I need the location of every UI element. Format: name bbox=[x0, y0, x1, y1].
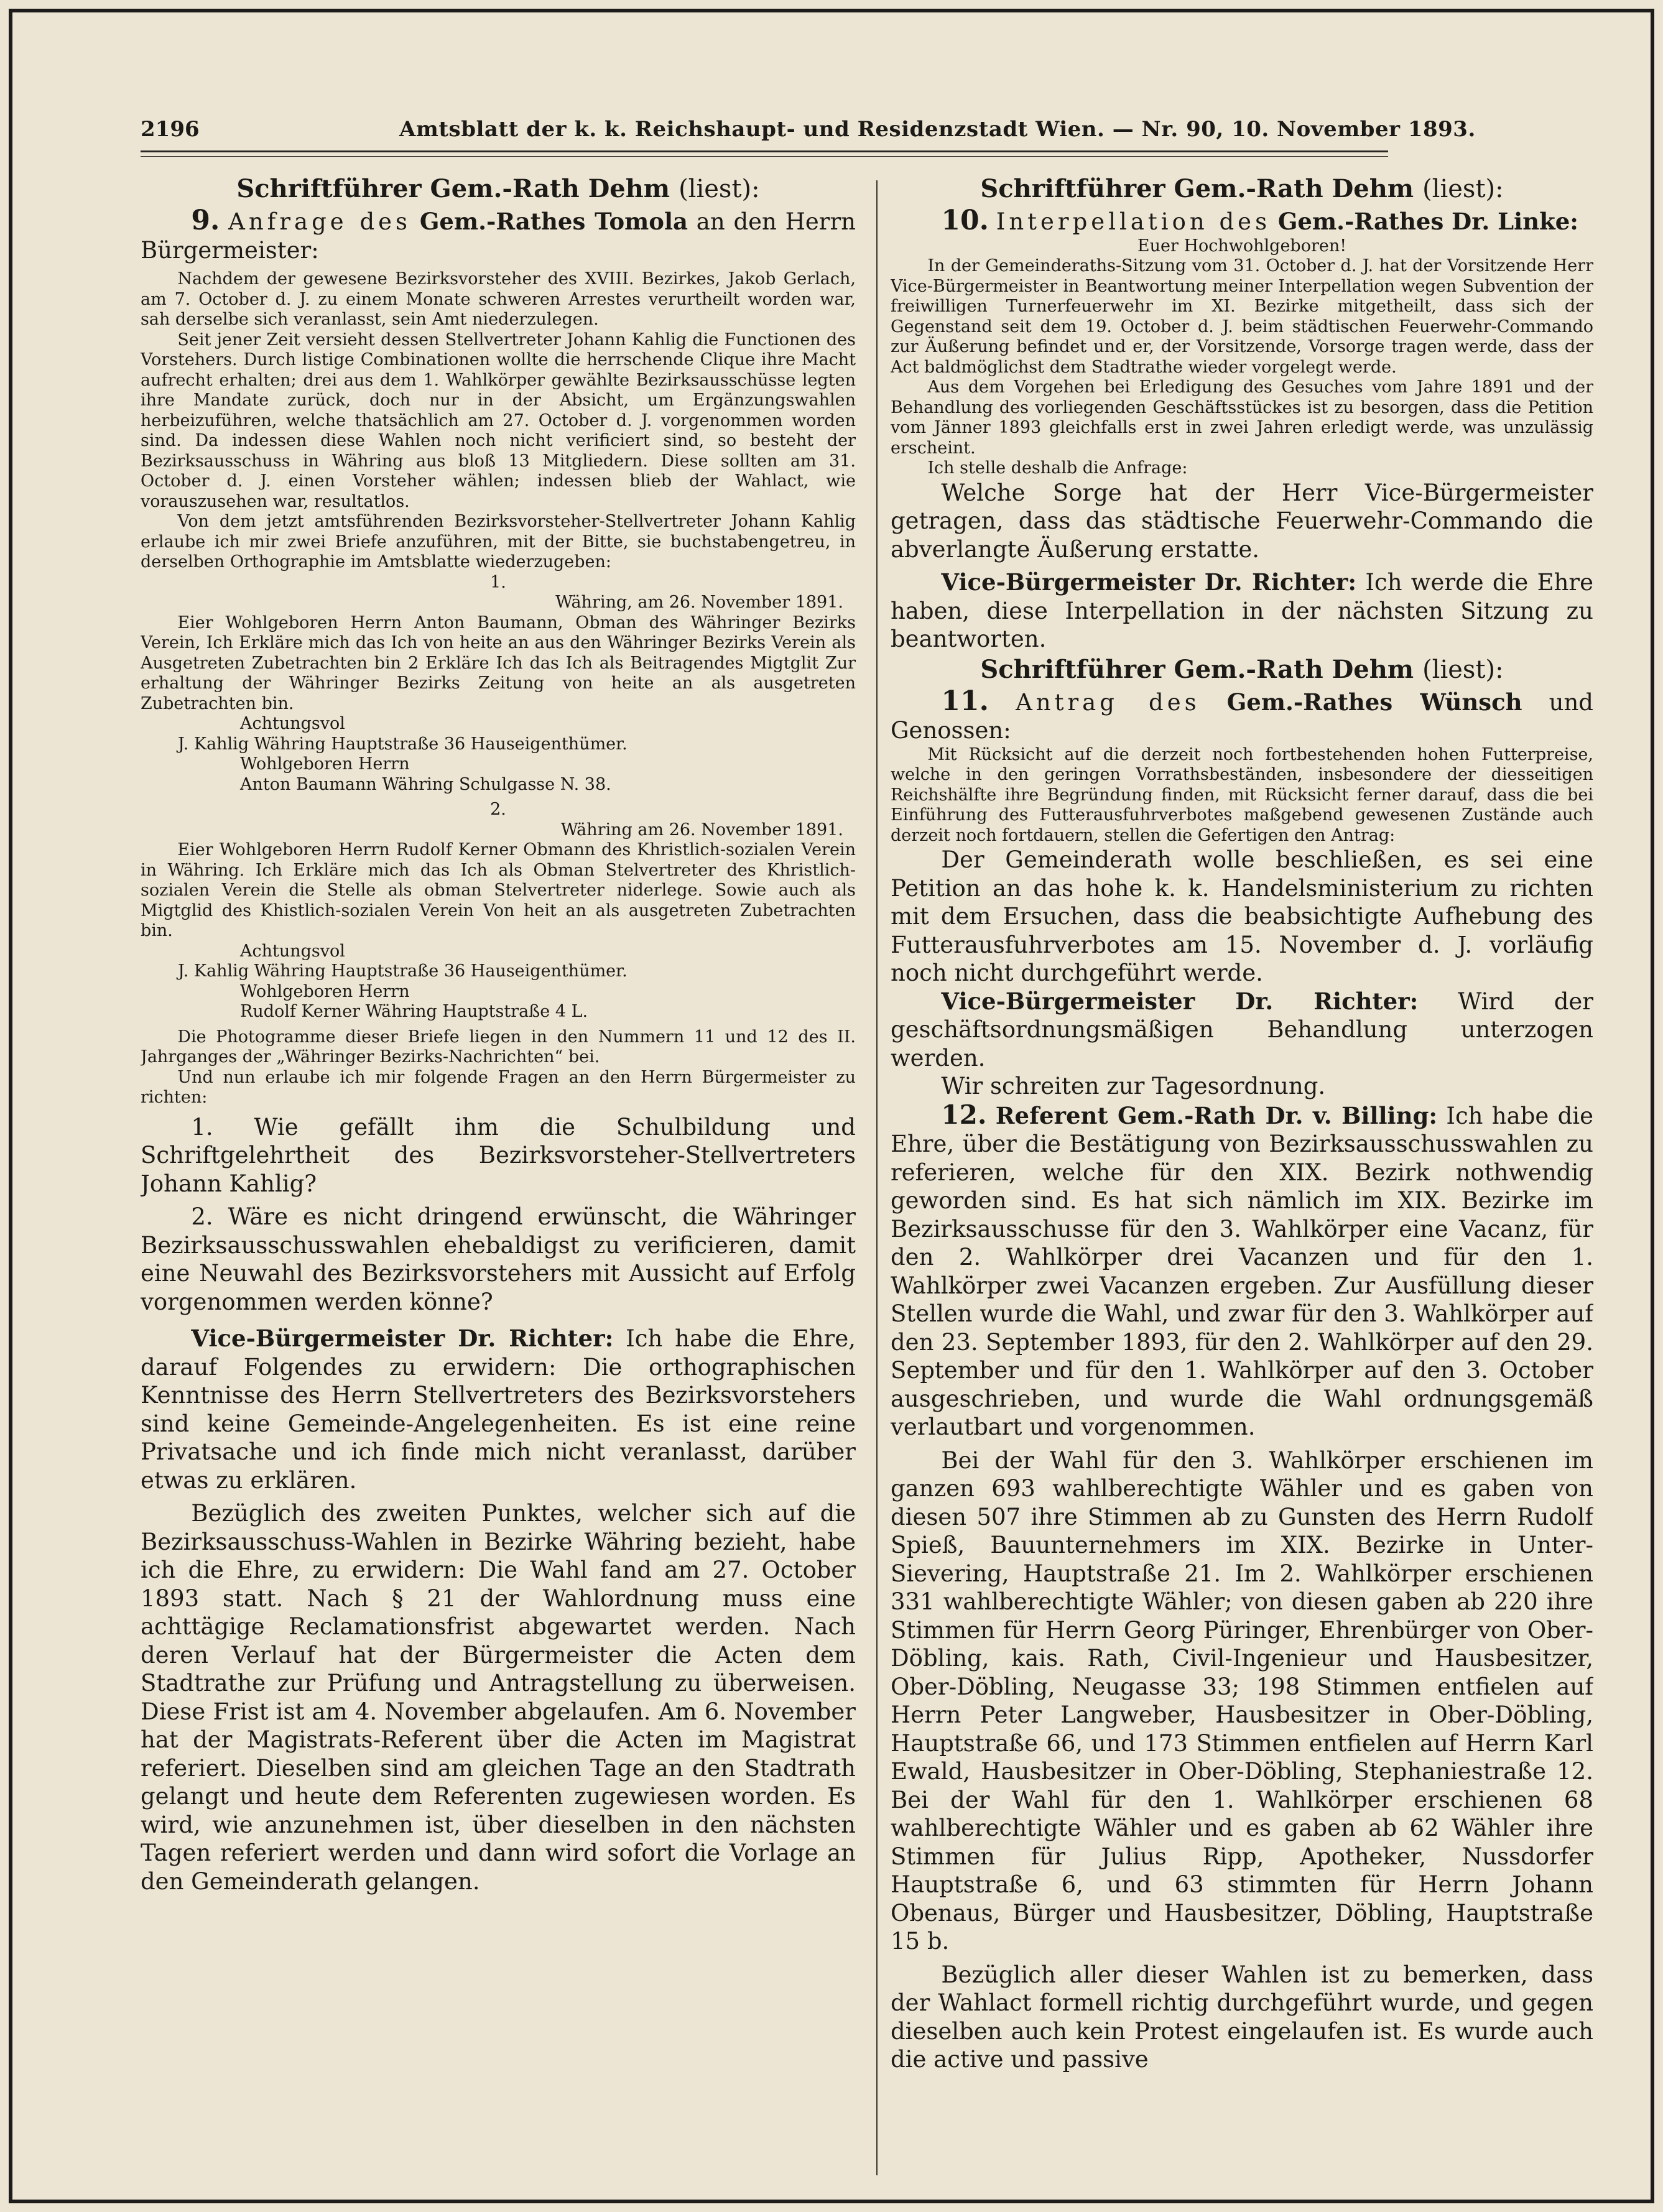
speaker-heading bbox=[891, 654, 1593, 686]
paragraph: Seit jener Zeit versieht dessen Stellvertreter Johann Kahlig die Functionen des Vorstehers. Durch listige Combinationen wollte die herrschende Clique ihre Macht aufrecht erhalten; drei aus dem 1. Wahlkörper gewählte Bezirksausschüsse legten ihre Mandate zurück, doch nur in der Absicht, um Ergänzungswahlen herbeizuführen, welche thatsächlich am 27. October d. J. vorgenommen worden sind. Da indessen diese Wahlen noch nicht verificiert sind, so besteht der Bezirksausschuss in Währing aus bloß 13 Mitgliedern. Diese sollten am 31. October d. J. einen Vorsteher wählen; indessen blieb der Wahlact, wie vorauszusehen war, resultatlos. bbox=[141, 330, 856, 511]
letter-closing: Achtungsvol bbox=[240, 714, 345, 733]
speaker-heading bbox=[891, 173, 1593, 205]
speaker-suffix: (liest): bbox=[679, 175, 760, 203]
answer-paragraph: Bezüglich des zweiten Punktes, welcher sich auf die Bezirksausschuss-Wahlen in Bezirke Währing bezieht, habe ich die Ehre, zu erwidern: Die Wahl fand am 27. October 1893 statt. Nach § 21 der Wahlordnung muss eine achttägige Reclamationsfrist abgewartet werden. Nach deren Verlauf hat der Bürgermeister die Acten dem Stadtrathe zur Prüfung und Antragstellung zu überweisen. Diese Frist ist am 4. November abgelaufen. Am 6. November hat der Magistrats-Referent über die Acten im Magistrat referiert. Dieselben sind am gleichen Tage an den Stadtrath gelangt und heute dem Referenten zugewiesen worden. Es wird, wie anzunehmen ist, über dieselben in den nächsten Tagen referiert werden und dann wird sofort die Vorlage an den Gemeinderath gelangen. bbox=[141, 1500, 856, 1895]
interpellation-question: Welche Sorge hat der Herr Vice-Bürgermeister getragen, dass das städtische Feuerwehr-Commando die abverlangte Äußerung erstatte. bbox=[891, 479, 1593, 563]
running-title: Amtsblatt der k. k. Reichshaupt- und Residenzstadt Wien. — Nr. 90, 10. November 1893. bbox=[399, 117, 1476, 142]
item-11-heading bbox=[891, 687, 1593, 745]
item-person: Referent Gem.-Rath Dr. v. Billing: bbox=[995, 1101, 1438, 1129]
letter-closing: Achtungsvol bbox=[240, 941, 345, 961]
letter-signature: J. Kahlig Währing Hauptstraße 36 Hauseigenthümer. bbox=[178, 961, 628, 981]
left-column bbox=[141, 173, 856, 2183]
paragraph: Bezüglich aller dieser Wahlen ist zu bemerken, dass der Wahlact formell richtig durchgeführt wurde, und gegen dieselben auch kein Protest eingelaufen ist. Es wurde auch die active und passive bbox=[891, 1961, 1593, 2073]
question-2: 2. Wäre es nicht dringend erwünscht, die Währinger Bezirksausschusswahlen ehebaldigst zu verificieren, damit eine Neuwahl des Bezirksvorstehers mit Aussicht auf Erfolg vorgenommen werden könne? bbox=[141, 1203, 856, 1315]
motion-text: Der Gemeinderath wolle beschließen, es sei eine Petition an das hohe k. k. Handelsministerium zu richten mit dem Ersuchen, dass die beabsichtigte Aufhebung des Futterausfuhrverbotes am 15. November d. J. vorläufig noch nicht durchgeführt werde. bbox=[891, 846, 1593, 986]
letter-date: Währing am 26. November 1891. bbox=[560, 820, 843, 840]
header-rule bbox=[141, 150, 1388, 157]
page-header bbox=[141, 117, 1476, 154]
letter-address: Wohlgeboren Herrn bbox=[240, 754, 410, 774]
paragraph: Bei der Wahl für den 3. Wahlkörper erschienen im ganzen 693 wahlberechtigte Wähler und es gaben von diesen 507 ihre Stimmen ab zu Gunsten des Herrn Rudolf Spieß, Bauunternehmers im XIX. Bezirke in Unter-Sievering, Hauptstraße 21. Im 2. Wahlkörper erschienen 331 wahlberechtigte Wähler; von diesen gaben ab 220 ihre Stimmen für Herrn Georg Püringer, Ehrenbürger von Ober-Döbling, kais. Rath, Civil-Ingenieur und Hausbesitzer, Ober-Döbling, Neugasse 33; 198 Stimmen entfielen auf Herrn Peter Langweber, Hausbesitzer in Ober-Döbling, Hauptstraße 66, und 173 Stimmen entfielen auf Herrn Karl Ewald, Hausbesitzer in Ober-Döbling, Stephaniestraße 12. Bei der Wahl für den 1. Wahlkörper erschienen 68 wahlberechtigte Wähler und es gaben ab 62 Wähler ihre Stimmen für Julius Ripp, Apotheker, Nussdorfer Hauptstraße 6, und 63 stimmten für Herrn Johann Obenaus, Bürger und Hausbesitzer, Döbling, Hauptstraße 15 b. bbox=[891, 1446, 1593, 1955]
letter-address: Rudolf Kerner Währing Hauptstraße 4 L. bbox=[240, 1002, 588, 1021]
salutation: Euer Hochwohlgeboren! bbox=[1137, 236, 1347, 256]
speaker-suffix: (liest): bbox=[1422, 175, 1504, 203]
item-rest: an den Herrn Bürgermeister: bbox=[141, 208, 856, 264]
paragraph: Und nun erlaube ich mir folgende Fragen an den Herrn Bürgermeister zu richten: bbox=[141, 1067, 856, 1107]
speaker-name: Schriftführer Gem.-Rath Dehm bbox=[236, 174, 670, 203]
letter-number: 2. bbox=[490, 800, 506, 819]
letter-number: 1. bbox=[490, 572, 506, 592]
speaker-suffix: (liest): bbox=[1422, 655, 1504, 684]
letter-signature: J. Kahlig Währing Hauptstraße 36 Hauseigenthümer. bbox=[178, 734, 628, 754]
item-number: 11. bbox=[941, 685, 989, 717]
item-label: Antrag des bbox=[1016, 688, 1200, 716]
item-label: Anfrage des bbox=[228, 208, 412, 235]
paragraph: Mit Rücksicht auf die derzeit noch fortbestehenden hohen Futterpreise, welche in den geringen Vorrathsbeständen, insbesondere der diesseitigen Reichshälfte ihre Begründung finden, mit Rücksicht ferner darauf, dass die bei Einführung des Futterausfuhrverbotes maßgebend gewesenen Zustände auch derzeit noch fortdauern, stellen die Gefertigen den Antrag: bbox=[891, 744, 1593, 845]
item-number: 9. bbox=[191, 205, 220, 236]
item-label: Interpellation des bbox=[996, 208, 1271, 235]
item-number: 10. bbox=[941, 205, 989, 236]
agenda-line: Wir schreiten zur Tagesordnung. bbox=[941, 1073, 1326, 1099]
letter-date: Währing, am 26. November 1891. bbox=[555, 593, 843, 612]
speaker-name: Vice-Bürgermeister Dr. Richter: bbox=[191, 1325, 614, 1352]
speaker-name: Vice-Bürgermeister Dr. Richter: bbox=[941, 987, 1419, 1015]
answer-text: Ich habe die Ehre, darauf Folgendes zu erwidern: Die orthographischen Kenntnisse des Herrn Stellvertreters des Bezirksvorstehers sind keine Gemeinde-Angelegenheiten. Es ist eine reine Privatsache und ich finde mich nicht veranlasst, darüber etwas zu erklären. bbox=[141, 1325, 856, 1494]
reply-paragraph bbox=[891, 988, 1593, 1073]
paragraph: Die Photogramme dieser Briefe liegen in den Nummern 11 und 12 des II. Jahrganges der „Währinger Bezirks-Nachrichten“ bei. bbox=[141, 1027, 856, 1067]
page-number: 2196 bbox=[141, 117, 200, 142]
column-divider bbox=[876, 180, 878, 2175]
item-number: 12. bbox=[941, 1099, 987, 1130]
paragraph: In der Gemeinderaths-Sitzung vom 31. October d. J. hat der Vorsitzende Herr Vice-Bürgermeister in Beantwortung meiner Interpellation wegen Subvention der freiwilligen Turnerfeuerwehr im XI. Bezirke mitgetheilt, dass sich der Gegenstand seit dem 19. October d. J. beim städtischen Feuerwehr-Commando zur Äußerung befindet und er, der Vorsitzende, Vorsorge tragen werde, dass der Act baldmöglichst dem Stadtrathe wieder vorgelegt werde. bbox=[891, 256, 1593, 377]
right-column bbox=[891, 173, 1593, 2183]
speaker-name: Schriftführer Gem.-Rath Dehm bbox=[980, 654, 1414, 684]
paragraph: Ich stelle deshalb die Anfrage: bbox=[927, 458, 1188, 478]
speaker-name: Vice-Bürgermeister Dr. Richter: bbox=[941, 568, 1357, 596]
item-rest: und Genossen: bbox=[891, 688, 1593, 744]
paragraph: Von dem jetzt amtsführenden Bezirksvorsteher-Stellvertreter Johann Kahlig erlaube ich mir zwei Briefe anzuführen, mit der Bitte, sie buchstabengetreu, in derselben Orthographie im Amtsblatte wiederzugeben: bbox=[141, 512, 856, 572]
answer-paragraph bbox=[141, 1325, 856, 1494]
speaker-name: Schriftführer Gem.-Rath Dehm bbox=[980, 174, 1414, 203]
item-10-heading bbox=[891, 206, 1593, 236]
item-person: Gem.-Rathes Dr. Linke: bbox=[1277, 208, 1578, 235]
item-person: Gem.-Rathes Tomola bbox=[419, 208, 688, 235]
item-text: Ich habe die Ehre, über die Bestätigung von Bezirksausschusswahlen zu referieren, welche für den XIX. Bezirk nothwendig geworden sind. Es hat sich nämlich im XIX. Bezirke im Bezirksausschusse für den 3. Wahlkörper eine Vacanz, für den 2. Wahlkörper drei Vacanzen und für den 1. Wahlkörper zwei Vacanzen ergeben. Zur Ausfüllung dieser Stellen wurde die Wahl, und zwar für den 3. Wahlkörper auf den 23. September 1893, für den 2. Wahlkörper auf den 29. September und für den 1. Wahlkörper auf den 3. October ausgeschrieben, und wurde die Wahl ordnungsgemäß verlautbart und vorgenommen. bbox=[891, 1102, 1593, 1440]
reply-text: Ich werde die Ehre haben, diese Interpellation in der nächsten Sitzung zu beantworten. bbox=[891, 569, 1593, 652]
letter-body: Eier Wohlgeboren Herrn Anton Baumann, Obman des Währinger Bezirks Verein, Ich Erkläre mich das Ich von heite an aus den Währinger Bezirks Verein als Ausgetreten Zubetrachten bin 2 Erkläre Ich das Ich als Beitragendes Migtglit Zur erhaltung der Währinger Bezirks Zeitung von heite an als ausgetreten Zubetrachten bin. bbox=[141, 613, 856, 713]
item-person: Gem.-Rathes Wünsch bbox=[1226, 688, 1522, 716]
letter-body: Eier Wohlgeboren Herrn Rudolf Kerner Obmann des Khristlich-sozialen Verein in Währing. Ich Erkläre mich das Ich als Obman Stelvertreter des Khristlich-sozialen Verein die Stelle als obman Stelvertreter niderlege. Sowie auch als Migtglid des Khistlich-sozialen Verein Von heit an als ausgetreten Zubetrachten bin. bbox=[141, 840, 856, 940]
letter-address: Wohlgeboren Herrn bbox=[240, 981, 410, 1001]
question-1: 1. Wie gefällt ihm die Schulbildung und Schriftgelehrtheit des Bezirksvorsteher-Stellvertreters Johann Kahlig? bbox=[141, 1113, 856, 1197]
item-9-heading bbox=[141, 206, 856, 264]
paragraph: Nachdem der gewesene Bezirksvorsteher des XVIII. Bezirkes, Jakob Gerlach, am 7. October d. J. zu einem Monate schweren Arrestes verurtheilt worden war, sah derselbe sich veranlasst, sein Amt niederzulegen. bbox=[141, 269, 856, 329]
speaker-heading bbox=[141, 173, 856, 205]
item-12-paragraph bbox=[891, 1101, 1593, 1442]
paragraph: Aus dem Vorgehen bei Erledigung des Gesuches vom Jahre 1891 und der Behandlung des vorliegenden Geschäftsstückes ist zu besorgen, dass die Petition vom Jänner 1893 gleichfalls erst in zwei Jahren erledigt werde, was unzulässig erscheint. bbox=[891, 377, 1593, 458]
reply-paragraph bbox=[891, 568, 1593, 654]
reply-text: Wird der geschäftsordnungsmäßigen Behandlung unterzogen werden. bbox=[891, 988, 1593, 1071]
letter-address: Anton Baumann Währing Schulgasse N. 38. bbox=[240, 774, 611, 794]
